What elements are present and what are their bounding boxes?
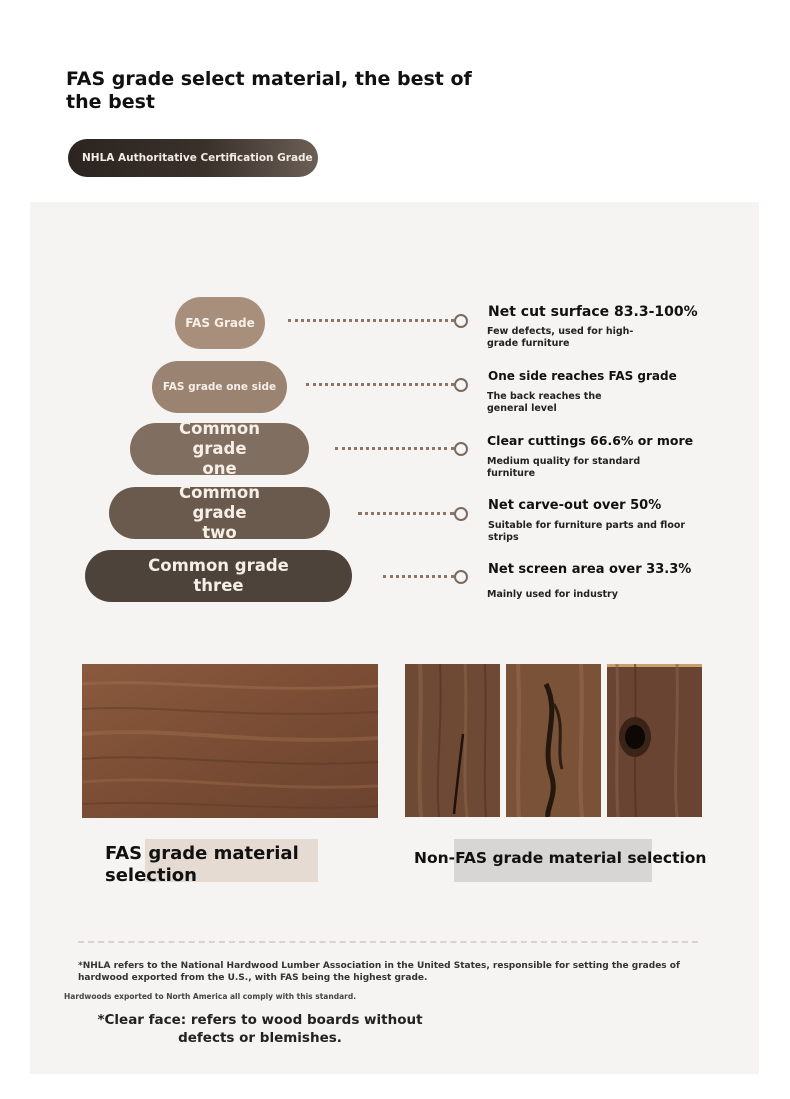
nhla-footnote: *NHLA refers to the National Hardwood Lumber Association in the United States, responsible for setting the grades of hardwood exported from the U.S., with FAS being the highest grade. xyxy=(78,961,680,983)
connector-dots xyxy=(358,512,454,515)
fas-wood-sample-image xyxy=(82,664,378,818)
grade-description-heading: Net carve-out over 50% xyxy=(488,498,662,513)
fas-caption: FAS grade material selection xyxy=(105,843,299,886)
connector-dots xyxy=(306,383,454,386)
grade-pill-fas-one-side: FAS grade one side xyxy=(152,361,287,413)
grade-pill-fas: FAS Grade xyxy=(175,297,265,349)
certification-badge: NHLA Authoritative Certification Grade xyxy=(68,139,318,177)
non-fas-wood-sample-crack-image xyxy=(405,664,500,817)
grade-description-text: Mainly used for industry xyxy=(487,589,618,600)
non-fas-wood-sample-knot-image xyxy=(607,664,702,817)
connector-dots xyxy=(335,447,454,450)
grade-description-heading: Clear cuttings 66.6% or more xyxy=(487,433,694,448)
connector-ring xyxy=(454,378,468,392)
non-fas-wood-sample-sapwood-image xyxy=(506,664,601,817)
content-panel xyxy=(30,202,759,1074)
grade-description-text: The back reaches the general level xyxy=(487,391,602,414)
divider xyxy=(78,941,698,943)
connector-dots xyxy=(288,319,454,322)
non-fas-caption: Non-FAS grade material selection xyxy=(414,849,707,867)
connector-dots xyxy=(383,575,454,578)
connector-ring xyxy=(454,507,468,521)
grade-pill-common-three: Common grade three xyxy=(85,550,352,602)
grade-pill-common-one: Common grade one xyxy=(130,423,309,475)
grade-description-heading: One side reaches FAS grade xyxy=(488,369,677,383)
grade-description-heading: Net cut surface 83.3-100% xyxy=(488,304,698,320)
clear-face-footnote: *Clear face: refers to wood boards without defects or blemishes. xyxy=(97,1012,423,1046)
grade-description-text: Suitable for furniture parts and floor strips xyxy=(488,520,686,543)
connector-ring xyxy=(454,314,468,328)
grade-pill-common-two: Common grade two xyxy=(109,487,330,539)
grade-description-text: Few defects, used for high-grade furniture xyxy=(487,326,634,349)
connector-ring xyxy=(454,570,468,584)
page-title: FAS grade select material, the best of the best xyxy=(66,68,472,113)
grade-description-heading: Net screen area over 33.3% xyxy=(488,562,692,577)
export-footnote: Hardwoods exported to North America all comply with this standard. xyxy=(64,992,357,1001)
connector-ring xyxy=(454,442,468,456)
grade-description-text: Medium quality for standard furniture xyxy=(487,456,641,479)
